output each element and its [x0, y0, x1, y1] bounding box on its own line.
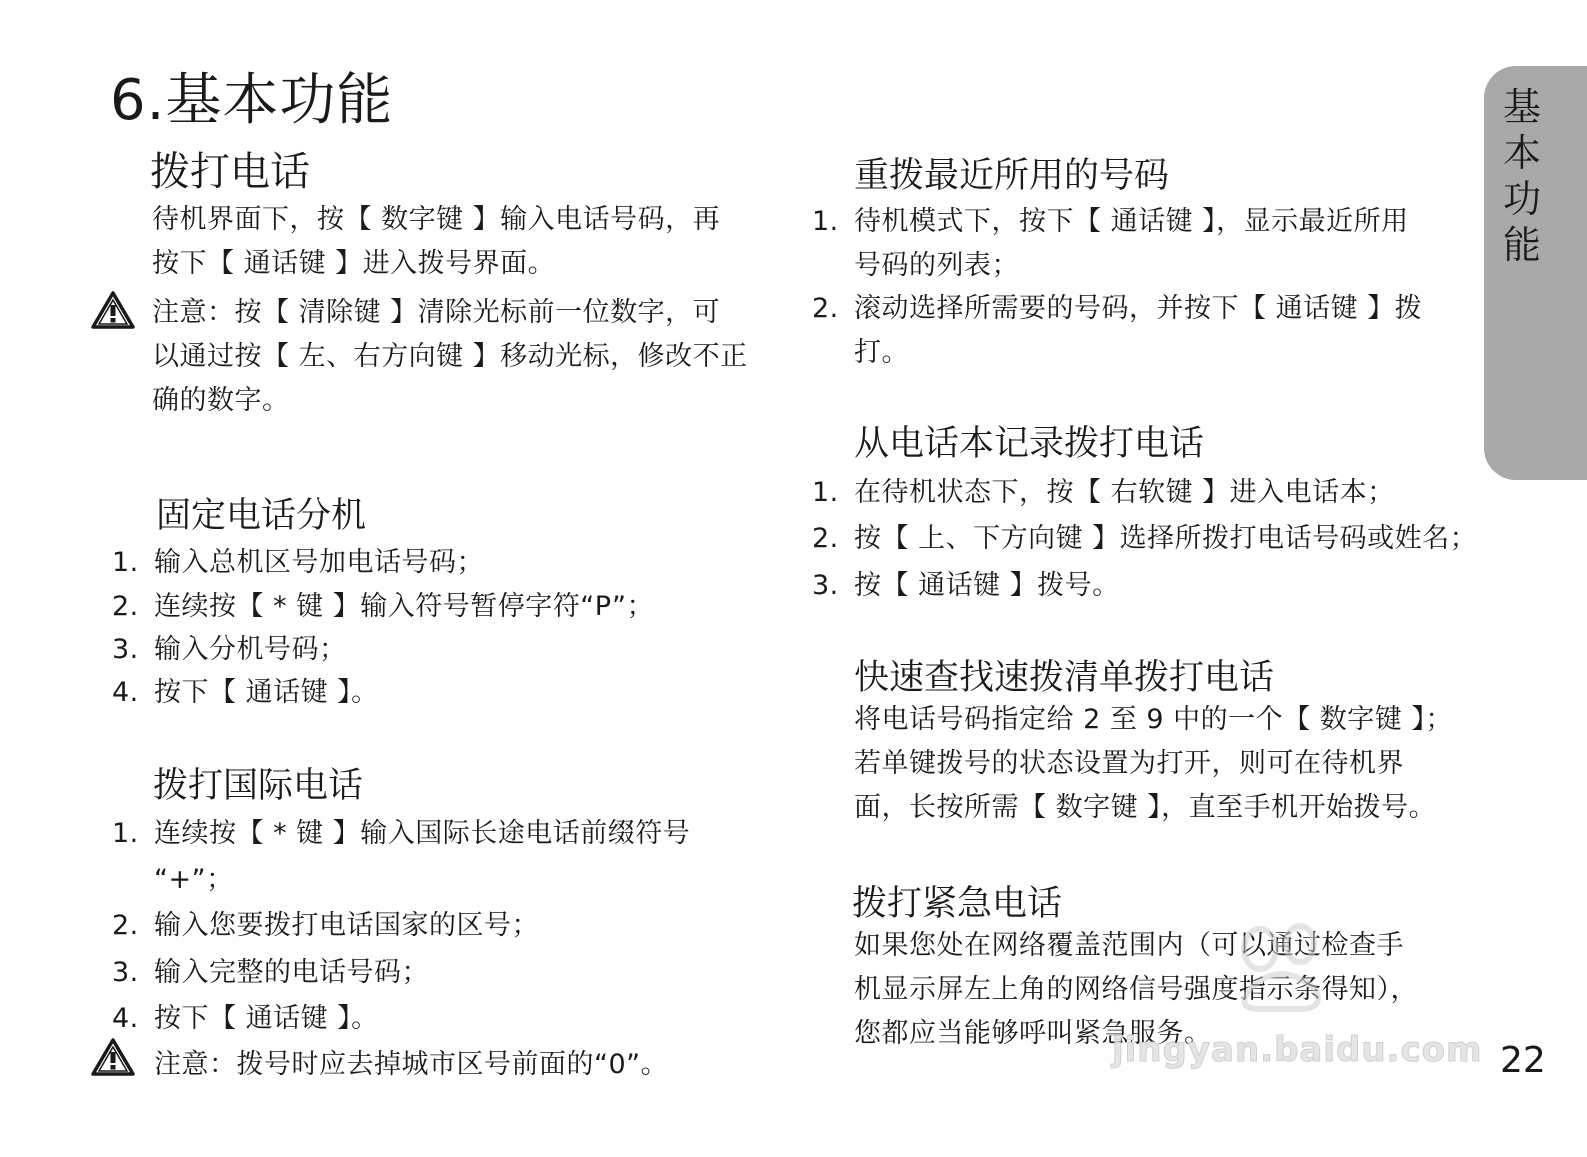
item-text: 输入总机区号加电话号码；: [154, 547, 484, 578]
text-line: 待机界面下，按【 数字键 】输入电话号码，再: [152, 204, 721, 235]
list-item: [112, 903, 539, 942]
page-title: 6.基本功能: [110, 68, 394, 133]
note-line: 注意：按【 清除键 】清除光标前一位数字，可: [152, 297, 721, 328]
item-text: 输入完整的电话号码；: [154, 957, 429, 988]
international-note: 注意：拨号时应去掉城市区号前面的“0”。: [154, 1049, 669, 1080]
list-item: [112, 540, 484, 579]
text-line: 将电话号码指定给 2 至 9 中的一个【 数字键 】；: [854, 704, 1453, 735]
list-item: [112, 950, 429, 989]
item-text: 在待机状态下，按【 右软键 】进入电话本；: [854, 477, 1395, 508]
baidu-watermark-icon: [1110, 904, 1470, 1024]
warning-icon: [90, 1037, 136, 1077]
item-text: 输入分机号码；: [154, 634, 347, 665]
item-text: 号码的列表；: [854, 250, 1019, 281]
text-line: 若单键拨号的状态设置为打开，则可在待机界: [854, 748, 1404, 779]
item-text: 连续按【 * 键 】输入符号暂停字符“P”；: [154, 591, 655, 622]
item-number: 1.: [812, 206, 839, 237]
speed-dial-paragraph: [854, 698, 1453, 830]
item-number: 4.: [112, 1003, 139, 1034]
heading-phonebook: 从电话本记录拨打电话: [854, 424, 1205, 464]
list-item: [812, 286, 1422, 325]
item-number: 2.: [112, 910, 139, 941]
note-line: 确的数字。: [152, 385, 290, 416]
heading-international: 拨打国际电话: [153, 766, 364, 806]
list-item: [812, 243, 1019, 282]
page-number: 22: [1500, 1040, 1546, 1081]
item-text: 按下【 通话键 】。: [154, 1003, 379, 1034]
list-item: [112, 857, 234, 896]
item-text: 输入您要拨打电话国家的区号；: [154, 910, 539, 941]
item-number: 1.: [112, 547, 139, 578]
text-line: 机显示屏左上角的网络信号强度指示条得知），: [854, 974, 1418, 1005]
heading-dial: 拨打电话: [150, 149, 310, 195]
list-item: [812, 330, 909, 369]
list-item: [812, 470, 1395, 509]
item-text: 连续按【 * 键 】输入国际长途电话前缀符号: [154, 818, 691, 849]
heading-speed-dial: 快速查找速拨清单拨打电话: [854, 658, 1275, 698]
item-number: 3.: [112, 634, 139, 665]
text-line: 面，长按所需【 数字键 】，直至手机开始拨号。: [854, 792, 1437, 823]
item-text: “+”；: [154, 864, 234, 895]
list-item: [812, 199, 1409, 238]
list-item: [812, 563, 1120, 602]
heading-emergency: 拨打紧急电话: [852, 884, 1063, 924]
dial-note: [152, 291, 748, 423]
item-number: 1.: [812, 477, 839, 508]
item-text: 待机模式下，按下【 通话键 】，显示最近所用: [854, 206, 1409, 237]
item-number: 1.: [112, 818, 139, 849]
item-text: 滚动选择所需要的号码，并按下【 通话键 】拨: [854, 293, 1423, 324]
text-line: 如果您处在网络覆盖范围内（可以通过检查手: [854, 930, 1404, 961]
item-number: 2.: [112, 591, 139, 622]
side-tab: [1484, 66, 1587, 480]
item-text: 按【 通话键 】拨号。: [854, 570, 1120, 601]
text-line: 按下【 通话键 】进入拨号界面。: [152, 248, 556, 279]
item-number: 2.: [812, 523, 839, 554]
side-tab-label: 基本功能: [1502, 85, 1541, 267]
list-item: [112, 811, 690, 850]
list-item: [112, 627, 347, 666]
note-line: 以通过按【 左、右方向键 】移动光标，修改不正: [152, 341, 748, 372]
item-number: 3.: [812, 570, 839, 601]
text-line: 您都应当能够呼叫紧急服务。: [854, 1018, 1212, 1049]
list-item: [112, 996, 379, 1035]
heading-extension: 固定电话分机: [156, 496, 367, 536]
item-number: 2.: [812, 293, 839, 324]
item-number: 4.: [112, 677, 139, 708]
watermark-text: jingyan.baidu.com: [1112, 1030, 1483, 1070]
heading-redial: 重拨最近所用的号码: [854, 156, 1170, 196]
dial-paragraph: [152, 198, 720, 286]
warning-icon: [90, 290, 136, 330]
item-text: 打。: [854, 337, 909, 368]
list-item: [112, 670, 379, 709]
item-text: 按【 上、下方向键 】选择所拨打电话号码或姓名；: [854, 523, 1478, 554]
list-item: [112, 584, 654, 623]
item-text: 按下【 通话键 】。: [154, 677, 379, 708]
item-number: 3.: [112, 957, 139, 988]
list-item: [812, 516, 1477, 555]
